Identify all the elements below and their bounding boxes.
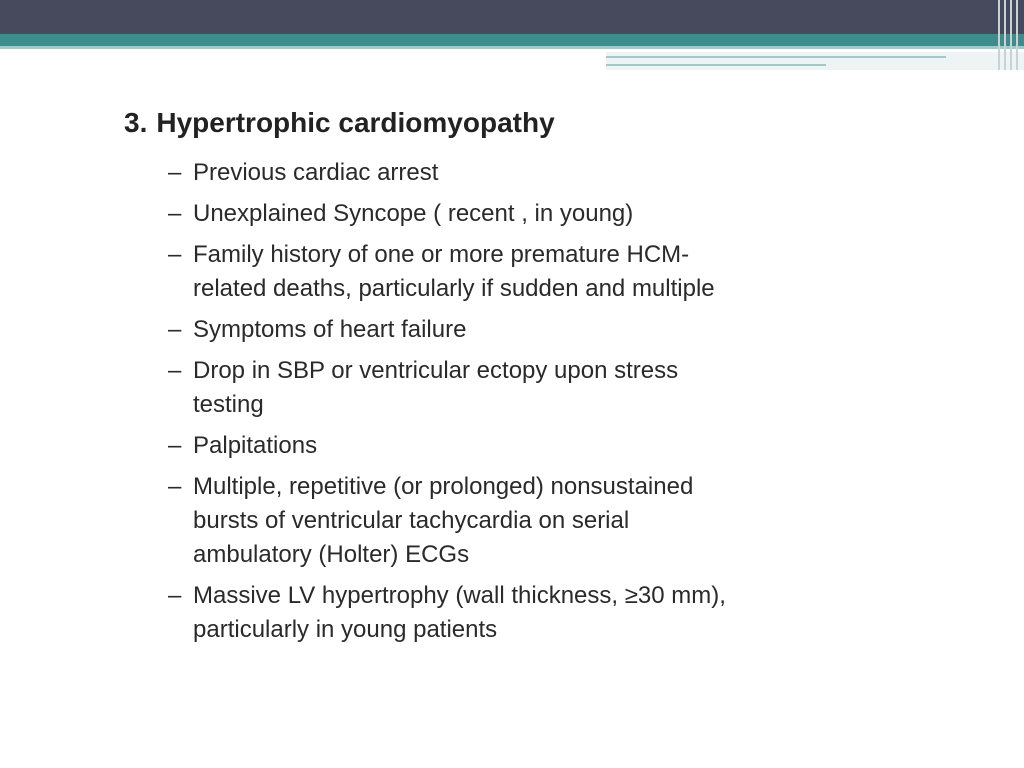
bullet-text: Multiple, repetitive (or prolonged) nonsustained — [193, 473, 694, 500]
bullet-dash: – — [168, 357, 182, 384]
bullet-text: Drop in SBP or ventricular ectopy upon stress — [193, 357, 679, 384]
bullet-dash: – — [168, 159, 182, 186]
bullet-dash: – — [168, 241, 182, 268]
list-item — [168, 470, 924, 572]
bullet-dash: – — [168, 200, 182, 227]
header-decoration-lines — [606, 52, 1024, 70]
list-item — [168, 313, 924, 347]
bullet-text: Previous cardiac arrest — [193, 159, 439, 186]
bullet-text: Palpitations — [193, 432, 318, 459]
header-band-teal-light — [0, 46, 1024, 49]
bullet-text: bursts of ventricular tachycardia on serial — [193, 507, 630, 534]
bullet-text: Family history of one or more premature HCM- — [193, 241, 690, 268]
list-item — [168, 238, 924, 306]
header-band-dark — [0, 0, 1024, 34]
list-item — [168, 156, 924, 190]
bullet-text: Massive LV hypertrophy (wall thickness, ≥30 mm), — [193, 582, 726, 609]
bullet-dash: – — [168, 316, 182, 343]
bullet-text: Unexplained Syncope ( recent , in young) — [193, 200, 634, 227]
list-item — [168, 429, 924, 463]
bullet-text: particularly in young patients — [193, 616, 498, 643]
bullet-text: ambulatory (Holter) ECGs — [193, 541, 470, 568]
bullet-dash: – — [168, 582, 182, 609]
list-item — [168, 197, 924, 231]
bullet-text: Symptoms of heart failure — [193, 316, 467, 343]
slide-content — [124, 104, 924, 654]
header-band-teal — [0, 34, 1024, 46]
slide-title — [124, 104, 924, 142]
list-item — [168, 354, 924, 422]
title-number: 3. — [124, 107, 148, 138]
bullet-dash: – — [168, 432, 182, 459]
header-vertical-stripes — [994, 0, 1024, 70]
bullet-list — [124, 156, 924, 647]
bullet-text: related deaths, particularly if sudden and multiple — [193, 275, 715, 302]
list-item — [168, 579, 924, 647]
bullet-text: testing — [193, 391, 264, 418]
bullet-dash: – — [168, 473, 182, 500]
title-text: Hypertrophic cardiomyopathy — [156, 107, 555, 138]
